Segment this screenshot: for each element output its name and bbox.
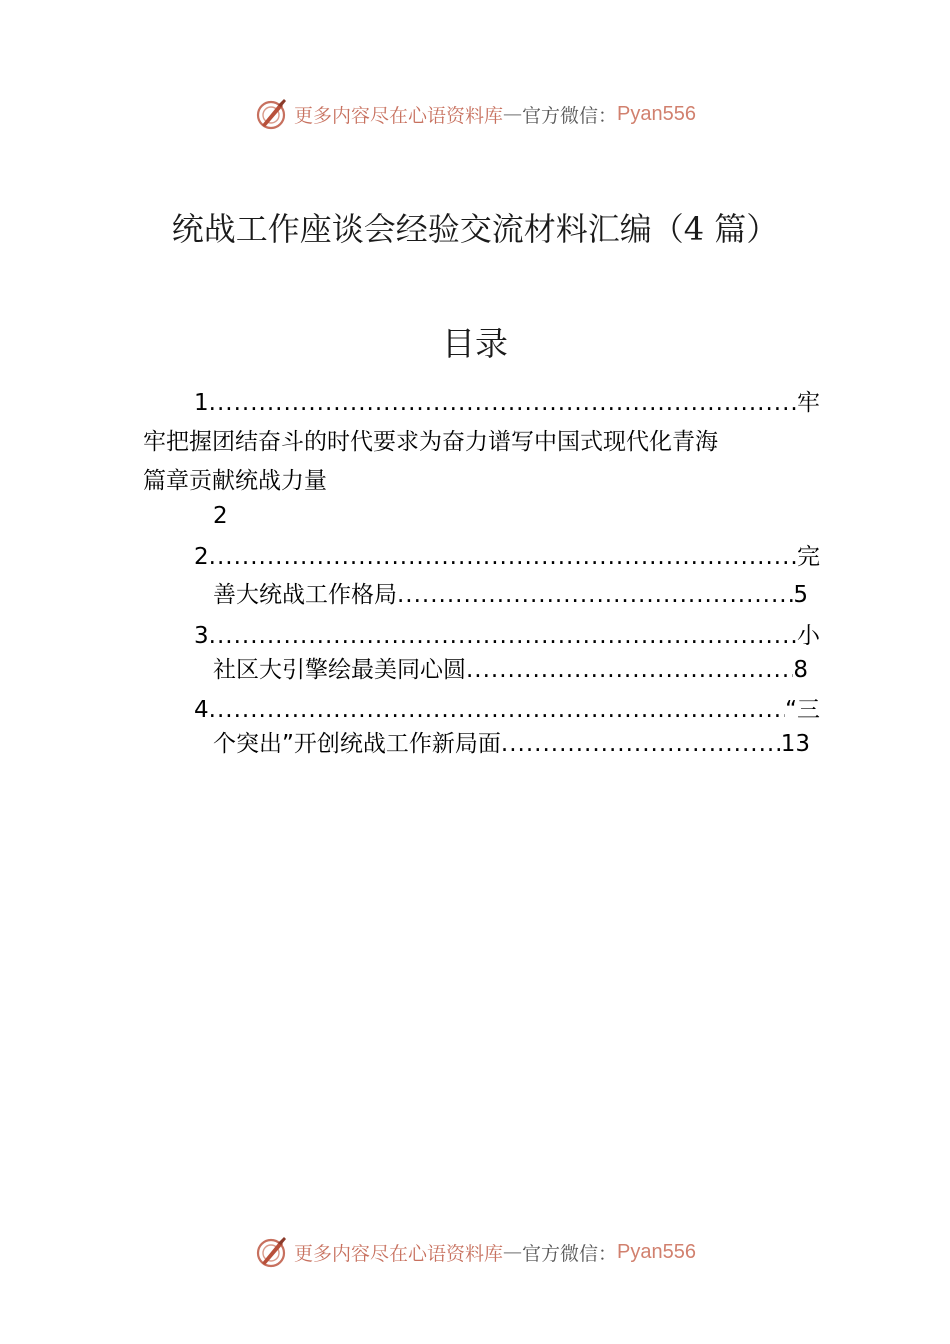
toc-entry-3-line-2[interactable] [213,654,808,686]
header-banner [0,94,950,134]
toc-leader-dots [209,694,785,726]
banner-wechat-label: 官方微信： [522,1242,618,1265]
toc-entry-1-line-2[interactable]: 牢把握团结奋斗的时代要求为奋力谱写中国式现代化青海 [143,429,718,455]
toc-entry-1-page[interactable]: 2 [213,503,228,529]
toc-entry-4-line-2[interactable] [213,728,810,760]
toc-entry-number: 1 [194,390,209,416]
toc-entry-2-line-2[interactable] [213,579,808,611]
toc-leader-dots [209,620,797,652]
banner-site-text: 更多内容尽在心语资料库 [294,1242,504,1265]
toc-entry-2-line-1[interactable] [194,541,820,573]
toc-entry-first-char: 完 [797,544,820,570]
toc-entry-title: 善大统战工作格局 [213,582,397,608]
toc-leader-dots [209,541,797,573]
pen-logo-icon [254,97,288,131]
banner-wechat-label: 官方微信： [522,104,618,127]
banner-separator: — [503,1241,523,1263]
pen-logo-icon [254,1235,288,1269]
toc-entry-4-line-1[interactable] [194,694,820,726]
toc-entry-title: 个突出”开创统战工作新局面 [213,731,501,757]
toc-entry-1-line-1[interactable] [194,387,820,419]
toc-entry-first-char: “三 [785,697,820,723]
toc-heading: 目录 [442,324,508,363]
toc-leader-dots [209,387,797,419]
footer-banner [0,1232,950,1272]
toc-entry-number: 4 [194,697,209,723]
banner-wechat-id: Pyan556 [617,1240,696,1263]
toc-entry-title: 社区大引擎绘最美同心圆 [213,657,466,683]
toc-entry-page: 13 [780,731,810,757]
toc-entry-3-line-1[interactable] [194,620,820,652]
document-title: 统战工作座谈会经验交流材料汇编（4 篇） [171,210,779,248]
banner-separator: — [503,103,523,125]
banner-site-text: 更多内容尽在心语资料库 [294,104,504,127]
toc-entry-page: 5 [793,582,808,608]
toc-leader-dots [501,728,781,760]
toc-entry-first-char: 牢 [797,390,820,416]
toc-entry-first-char: 小 [797,623,820,649]
toc-entry-number: 3 [194,623,209,649]
toc-entry-1-line-3[interactable]: 篇章贡献统战力量 [143,468,327,494]
toc-entry-page: 8 [793,657,808,683]
toc-leader-dots [397,579,793,611]
banner-wechat-id: Pyan556 [617,102,696,125]
toc-leader-dots [466,654,793,686]
toc-entry-number: 2 [194,544,209,570]
